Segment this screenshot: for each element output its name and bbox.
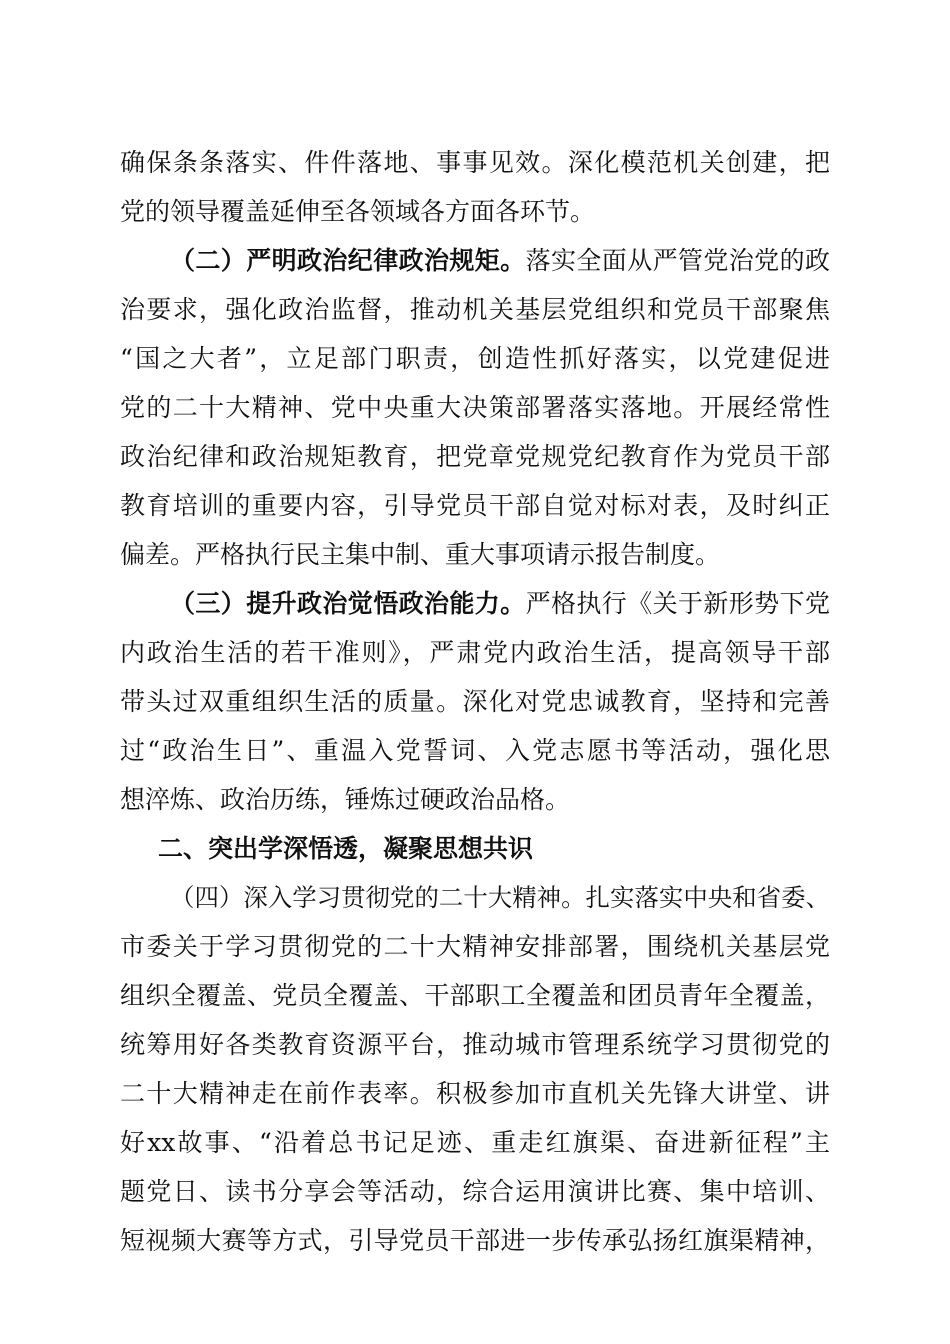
section-heading-line — [170, 578, 830, 630]
line-text: 题党日、读书分享会等活动，综合运用演讲比赛、集中培训、 — [120, 1177, 830, 1206]
line-text: 教育培训的重要内容，引导党员干部自觉对标对表，及时纠正 — [120, 491, 830, 520]
line-text: 市委关于学习贯彻党的二十大精神安排部署，围绕机关基层党 — [120, 932, 830, 961]
paragraph-line — [120, 137, 830, 189]
paragraph-line — [120, 431, 830, 483]
line-text: 短视频大赛等方式，引导党员干部进一步传承弘扬红旗渠精神， — [120, 1226, 830, 1255]
paragraph-line — [120, 725, 830, 777]
line-text: 政治纪律和政治规矩教育，把党章党规党纪教育作为党员干部 — [120, 442, 830, 471]
line-text: 偏差。严格执行民主集中制、重大事项请示报告制度。 — [120, 540, 721, 569]
paragraph-line — [120, 774, 830, 826]
line-text: 内政治生活的若干准则》，严肃党内政治生活，提高领导干部 — [120, 638, 830, 667]
paragraph-line — [120, 186, 830, 238]
line-text: 治要求，强化政治监督，推动机关基层党组织和党员干部聚焦 — [120, 295, 830, 324]
paragraph-line — [120, 627, 830, 679]
paragraph-line — [120, 1117, 830, 1169]
section-heading-line — [170, 872, 830, 924]
line-text: 确保条条落实、件件落地、事事见效。深化模范机关创建，把 — [120, 148, 830, 177]
subsection-title: （三）提升政治觉悟政治能力。 — [170, 589, 526, 618]
line-text: 严格执行《关于新形势下党 — [525, 589, 830, 618]
paragraph-line — [120, 921, 830, 973]
line-text: 落实全面从严管党治党的政 — [525, 246, 830, 275]
line-text: 想淬炼、政治历练，锤炼过硬政治品格。 — [120, 785, 571, 814]
line-text: 过“政治生日”、重温入党誓词、入党志愿书等活动，强化思 — [120, 736, 830, 765]
paragraph-line — [120, 284, 830, 336]
paragraph-line — [120, 1019, 830, 1071]
line-text: （四）深入学习贯彻党的二十大精神。扎实落实中央和省委、 — [170, 883, 830, 912]
subsection-title: （二）严明政治纪律政治规矩。 — [170, 246, 526, 275]
paragraph-line — [120, 529, 830, 581]
paragraph-line — [120, 1166, 830, 1218]
line-text: “国之大者”，立足部门职责，创造性抓好落实，以党建促进 — [120, 344, 830, 373]
paragraph-line — [120, 1215, 830, 1267]
section-heading-line — [170, 235, 830, 287]
paragraph-line — [120, 333, 830, 385]
paragraph-line — [120, 970, 830, 1022]
chapter-heading-text: 二、突出学深悟透，凝聚思想共识 — [158, 834, 534, 863]
line-text: 好xx故事、“沿着总书记足迹、重走红旗渠、奋进新征程”主 — [120, 1128, 830, 1157]
line-text: 组织全覆盖、党员全覆盖、干部职工全覆盖和团员青年全覆盖， — [120, 981, 830, 1010]
line-text: 党的二十大精神、党中央重大决策部署落实落地。开展经常性 — [120, 393, 830, 422]
line-text: 统筹用好各类教育资源平台，推动城市管理系统学习贯彻党的 — [120, 1030, 830, 1059]
paragraph-line — [120, 676, 830, 728]
paragraph-line — [120, 382, 830, 434]
chapter-heading — [158, 823, 868, 875]
line-text: 带头过双重组织生活的质量。深化对党忠诚教育，坚持和完善 — [120, 687, 830, 716]
line-text: 二十大精神走在前作表率。积极参加市直机关先锋大讲堂、讲 — [120, 1079, 830, 1108]
line-text: 党的领导覆盖延伸至各领域各方面各环节。 — [120, 197, 596, 226]
paragraph-line — [120, 1068, 830, 1120]
paragraph-line — [120, 480, 830, 532]
